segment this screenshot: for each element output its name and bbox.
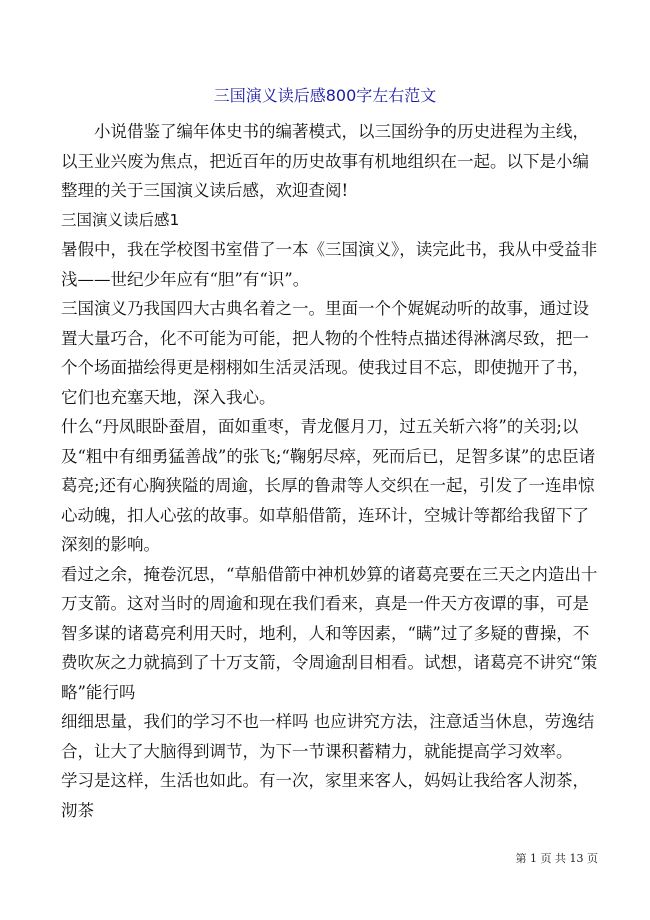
document-body — [61, 117, 599, 825]
document-title: 三国演义读后感800字左右范文 — [213, 86, 437, 105]
body-paragraph: 学习是这样，生活也如此。有一次，家里来客人，妈妈让我给客人沏茶，沏茶 — [61, 771, 589, 820]
body-paragraph: 看过之余，掩卷沉思，“草船借箭中神机妙算的诸葛亮要在三天之内造出十万支箭。这对当时的周逾和现在我们看来，真是一件天方夜谭的事，可是智多谋的诸葛亮利用天时，地利，人和等因素，“瞒”过了多疑的曹操，不费吹灰之力就搞到了十万支箭，令周逾刮目相看。试想，诸葛亮不讲究“策略”能行吗 — [61, 564, 598, 702]
intro-paragraph: 小说借鉴了编年体史书的编著模式，以三国纷争的历史进程为主线，以王业兴废为焦点，把近百年的历史故事有机地组织在一起。以下是小编整理的关于三国演义读后感，欢迎查阅! — [61, 122, 589, 200]
page-number-footer: 第 1 页 共 13 页 — [515, 852, 598, 865]
body-paragraph: 细细思量，我们的学习不也一样吗 也应讲究方法，注意适当休息，劳逸结合，让大了大脑得到调节，为下一节课积蓄精力，就能提高学习效率。 — [61, 712, 595, 761]
body-paragraph: 三国演义乃我国四大古典名着之一。里面一个个娓娓动听的故事，通过设置大量巧合，化不可能为可能，把人物的个性特点描述得淋漓尽致，把一个个场面描绘得更是栩栩如生活灵活现。使我过目不忘，即使抛开了书，它们也充塞天地，深入我心。 — [61, 299, 589, 407]
section-heading: 三国演义读后感1 — [61, 210, 180, 229]
body-paragraph: 暑假中，我在学校图书室借了一本《三国演义》，读完此书，我从中受益非浅——世纪少年应有“胆”有“识”。 — [61, 240, 598, 289]
body-paragraph: 什么“丹凤眼卧蚕眉，面如重枣，青龙偃月刀，过五关斩六将”的关羽;以及“粗中有细勇猛善战”的张飞;“鞠躬尽瘁，死而后已，足智多谋”的忠臣诸葛亮;还有心胸狭隘的周逾，长厚的鲁肃等人交织在一起，引发了一连串惊心动魄，扣人心弦的故事。如草船借箭，连环计，空城计等都给我留下了深刻的影响。 — [61, 417, 596, 554]
